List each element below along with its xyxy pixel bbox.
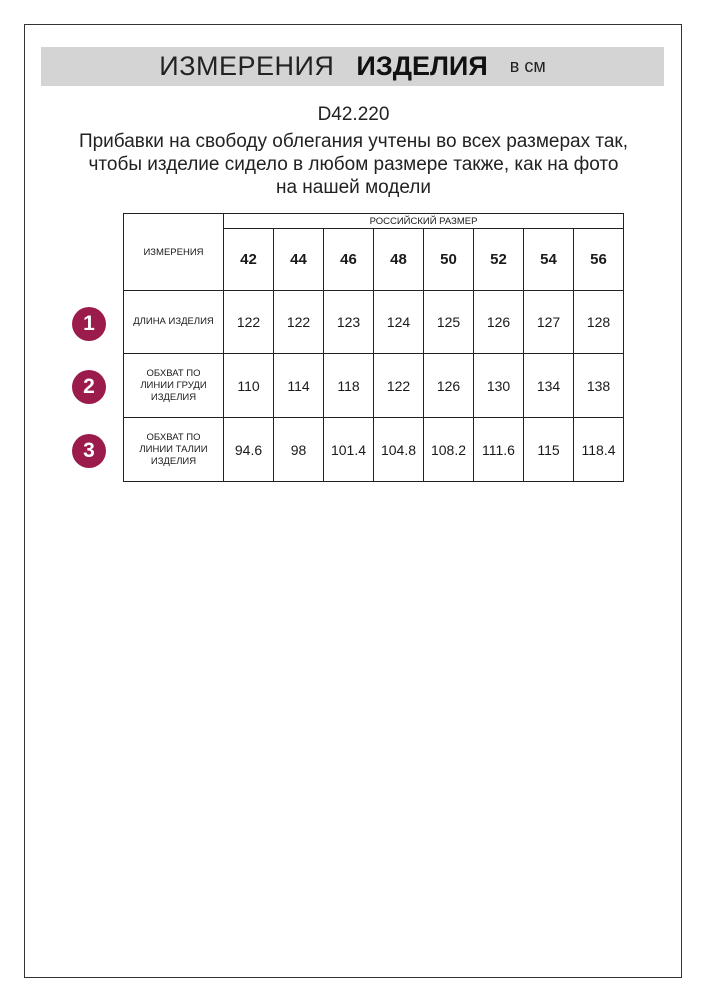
table-cell: 125 — [424, 291, 474, 354]
table-cell: 118.4 — [574, 418, 624, 482]
product-code: D42.220 — [317, 104, 390, 125]
row-label — [124, 291, 224, 354]
size-group-header: РОССИЙСКИЙ РАЗМЕР — [224, 214, 624, 229]
table-cell: 128 — [574, 291, 624, 354]
description-line: чтобы изделие сидело в любом размере также, как на фото — [88, 154, 619, 175]
size-header: 54 — [524, 229, 574, 291]
table-cell: 94.6 — [224, 418, 274, 482]
table-cell: 122 — [274, 291, 324, 354]
row-label-line: ОБХВАТ ПО — [146, 431, 201, 443]
table-cell: 118 — [324, 354, 374, 418]
size-header: 50 — [424, 229, 474, 291]
table-cell: 110 — [224, 354, 274, 418]
table-row — [124, 291, 624, 354]
title-bar — [41, 47, 664, 86]
table-cell: 104.8 — [374, 418, 424, 482]
table-cell: 134 — [524, 354, 574, 418]
table-cell: 126 — [474, 291, 524, 354]
row-number-badge: 3 — [72, 434, 106, 468]
table-cell: 101.4 — [324, 418, 374, 482]
row-label-line: ИЗДЕЛИЯ — [150, 391, 197, 403]
row-label — [124, 418, 224, 482]
table-cell: 111.6 — [474, 418, 524, 482]
table-cell: 122 — [224, 291, 274, 354]
corner-label: ИЗМЕРЕНИЯ — [124, 214, 224, 291]
table-cell: 127 — [524, 291, 574, 354]
row-label-line: ЛИНИИ ГРУДИ — [140, 379, 207, 391]
description — [50, 130, 657, 199]
row-label-line: ДЛИНА ИЗДЕЛИЯ — [133, 316, 214, 327]
size-header: 56 — [574, 229, 624, 291]
table-cell: 130 — [474, 354, 524, 418]
table-row — [124, 354, 624, 418]
table-cell: 124 — [374, 291, 424, 354]
table-row — [124, 418, 624, 482]
title-unit: в см — [509, 56, 546, 76]
measurements-table — [123, 213, 624, 482]
row-label-line: ОБХВАТ ПО — [146, 367, 201, 379]
table-cell: 138 — [574, 354, 624, 418]
size-header: 48 — [374, 229, 424, 291]
description-line: Прибавки на свободу облегания учтены во всех размерах так, — [78, 131, 629, 152]
size-header: 44 — [274, 229, 324, 291]
title-bold: ИЗДЕЛИЯ — [356, 51, 488, 81]
row-label-line: ИЗДЕЛИЯ — [150, 455, 197, 467]
row-label — [124, 354, 224, 418]
row-label-line: ЛИНИИ ТАЛИИ — [139, 443, 208, 455]
table-cell: 115 — [524, 418, 574, 482]
table-cell: 108.2 — [424, 418, 474, 482]
table-cell: 114 — [274, 354, 324, 418]
table-cell: 126 — [424, 354, 474, 418]
size-header: 42 — [224, 229, 274, 291]
description-line: на нашей модели — [275, 177, 432, 198]
table-cell: 122 — [374, 354, 424, 418]
row-number-badge: 2 — [72, 370, 106, 404]
row-number-badge: 1 — [72, 307, 106, 341]
size-header: 46 — [324, 229, 374, 291]
title-main: ИЗМЕРЕНИЯ — [159, 51, 335, 81]
table-cell: 98 — [274, 418, 324, 482]
table-cell: 123 — [324, 291, 374, 354]
size-header: 52 — [474, 229, 524, 291]
